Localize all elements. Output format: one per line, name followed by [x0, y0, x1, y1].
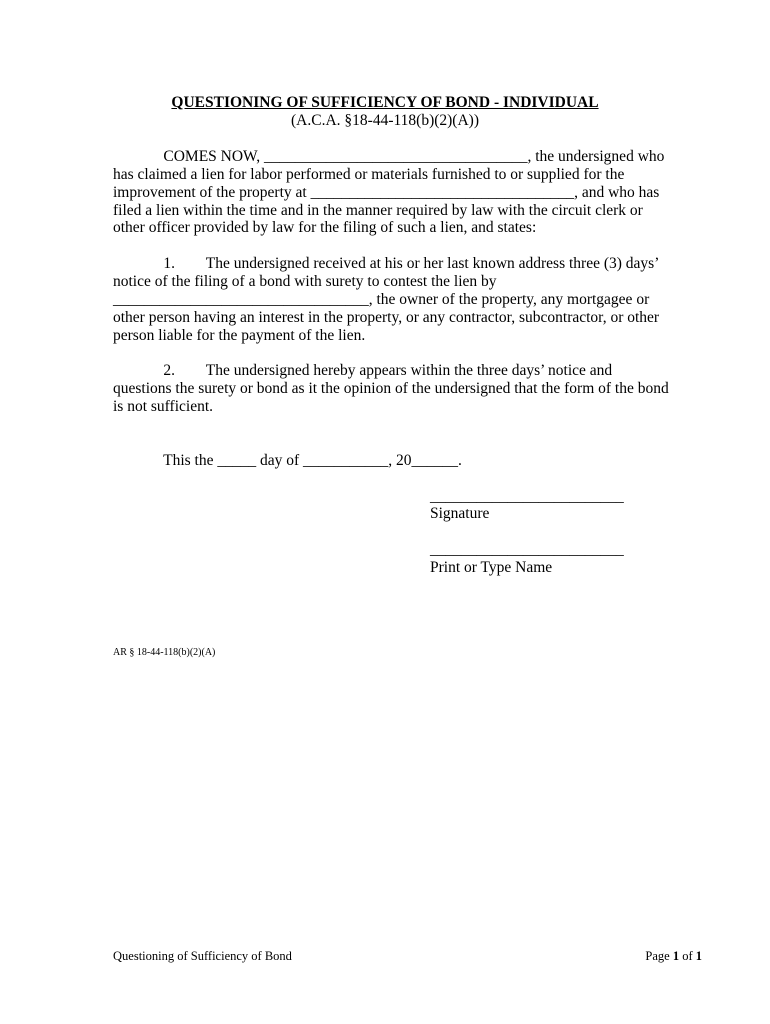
- page-of: of: [679, 949, 696, 963]
- paragraph-2-line: questions the surety or bond as it the opinion of the undersigned that the form of the bond: [113, 380, 669, 397]
- form-code: AR § 18-44-118(b)(2)(A): [113, 647, 216, 658]
- page-prefix: Page: [645, 949, 673, 963]
- intro-line: has claimed a lien for labor performed or materials furnished to or supplied for the: [113, 166, 625, 183]
- footer-document-name: Questioning of Sufficiency of Bond: [113, 949, 292, 963]
- paragraph-2-line: 2. The undersigned hereby appears within the three days’ notice and: [113, 362, 613, 379]
- paragraph-1-line: _________________________________, the owner of the property, any mortgagee or: [113, 291, 650, 308]
- paragraph-2-line: is not sufficient.: [113, 398, 214, 415]
- paragraph-1-line: person liable for the payment of the lien.: [113, 327, 366, 344]
- document-title: QUESTIONING OF SUFFICIENCY OF BOND - INDIVIDUAL: [171, 94, 599, 111]
- printed-name-line: _________________________: [430, 541, 624, 558]
- paragraph-1-line: notice of the filing of a bond with surety to contest the lien by: [113, 273, 497, 290]
- intro-line: improvement of the property at __________________________________, and who has: [113, 184, 660, 201]
- page-current: 1: [672, 949, 680, 963]
- paragraph-1-line: other person having an interest in the property, or any contractor, subcontractor, or other: [113, 309, 660, 326]
- paragraph-1-line: 1. The undersigned received at his or her last known address three (3) days’: [113, 255, 660, 272]
- printed-name-label: Print or Type Name: [430, 559, 553, 576]
- page-total: 1: [695, 949, 702, 963]
- signature-label: Signature: [430, 505, 490, 522]
- date-line: This the _____ day of ___________, 20______.: [113, 452, 462, 469]
- intro-line: COMES NOW, __________________________________, the undersigned who: [113, 148, 665, 165]
- intro-line: other officer provided by law for the filing of such a lien, and states:: [113, 219, 537, 236]
- footer-page-number: [645, 948, 702, 964]
- document-citation: (A.C.A. §18-44-118(b)(2)(A)): [291, 112, 479, 129]
- signature-line: _________________________: [430, 488, 624, 505]
- intro-line: filed a lien within the time and in the manner required by law with the circuit clerk or: [113, 202, 643, 219]
